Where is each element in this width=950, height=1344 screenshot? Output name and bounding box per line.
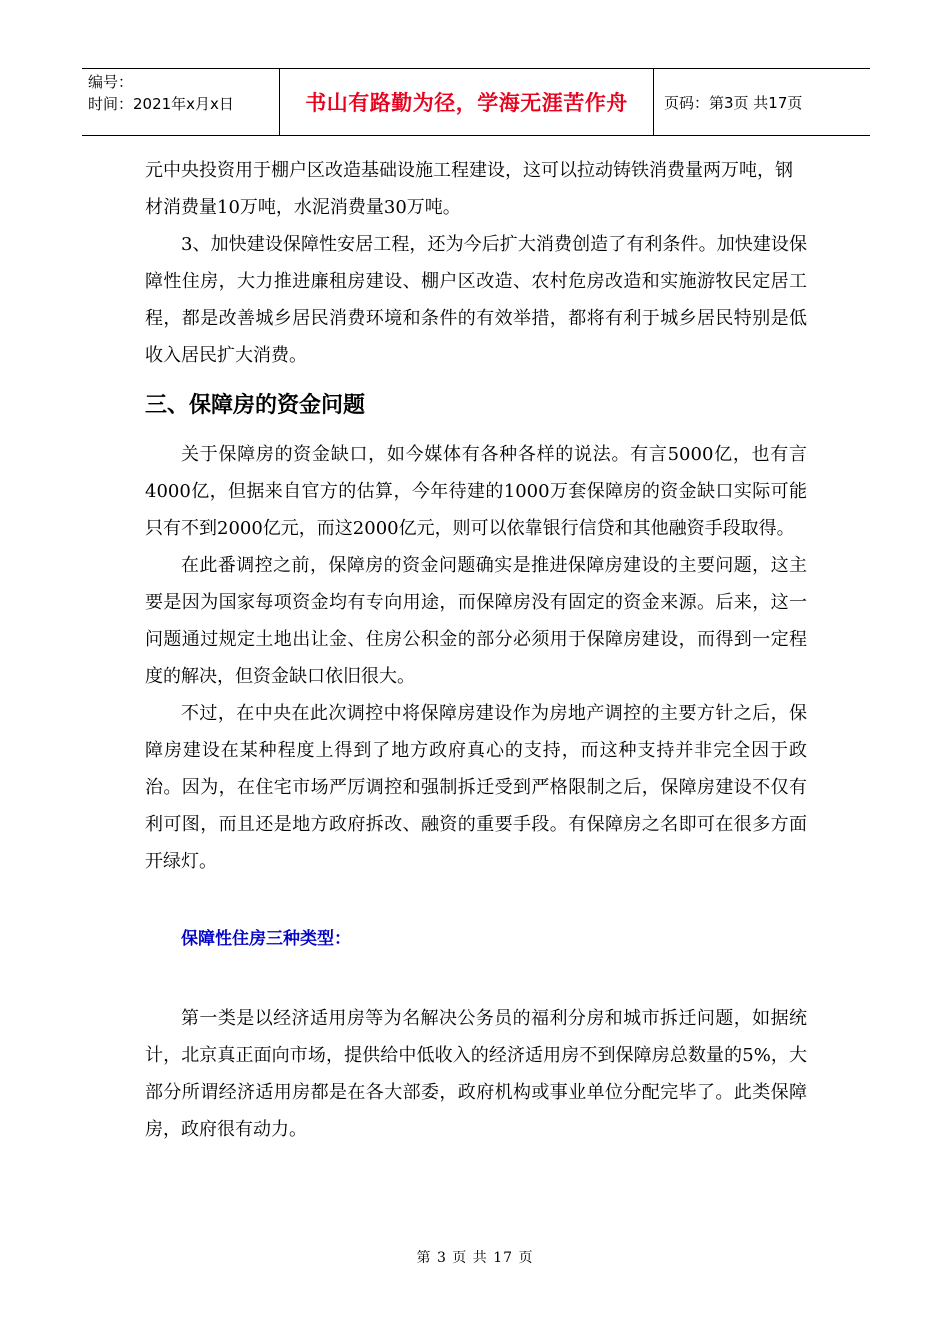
paragraph-item-3: 3、加快建设保障性安居工程，还为今后扩大消费创造了有利条件。加快建设保障性住房，大力推进廉租房建设、棚户区改造、农村危房改造和实施游牧民定居工程，都是改善城乡居民消费环境和条件的有效举措，都将有利于城乡居民特别是低收入居民扩大消费。 (145, 234, 807, 366)
number-label: 编号： (88, 73, 134, 91)
time-label: 时间：2021年x月x日 (88, 95, 234, 113)
subheading-housing-types: 保障性住房三种类型： (181, 929, 351, 949)
header-page-info: 页码：第3页 共17页 (664, 93, 803, 112)
document-body (145, 152, 807, 1148)
paragraph-local-government: 不过，在中央在此次调控中将保障房建设作为房地产调控的主要方针之后，保障房建设在某种程度上得到了地方政府真心的支持，而这种支持并非完全因于政治。因为，在住宅市场严厉调控和强制拆迁受到严格限制之后，保障房建设不仅有利可图，而且还是地方政府拆改、融资的重要手段。有保障房之名即可在很多方面开绿灯。 (145, 703, 807, 872)
paragraph-before-regulation: 在此番调控之前，保障房的资金问题确实是推进保障房建设的主要问题，这主要是因为国家每项资金均有专向用途，而保障房没有固定的资金来源。后来，这一问题通过规定土地出让金、住房公积金的部分必须用于保障房建设，而得到一定程度的解决，但资金缺口依旧很大。 (145, 555, 807, 687)
header-motto: 书山有路勤为径，学海无涯苦作舟 (280, 69, 654, 135)
paragraph-continued: 元中央投资用于棚户区改造基础设施工程建设，这可以拉动铸铁消费量两万吨，钢材消费量10万吨，水泥消费量30万吨。 (145, 160, 793, 218)
paragraph-funding-gap: 关于保障房的资金缺口，如今媒体有各种各样的说法。有言5000亿，也有言4000亿，但据来自官方的估算，今年待建的1000万套保障房的资金缺口实际可能只有不到2000亿元，而这2000亿元，则可以依靠银行信贷和其他融资手段取得。 (145, 444, 807, 539)
paragraph-type-one: 第一类是以经济适用房等为名解决公务员的福利分房和城市拆迁问题，如据统计，北京真正面向市场，提供给中低收入的经济适用房不到保障房总数量的5%，大部分所谓经济适用房都是在各大部委，政府机构或事业单位分配完毕了。此类保障房，政府很有动力。 (145, 1008, 807, 1140)
header-meta (82, 69, 280, 135)
section-title: 三、保障房的资金问题 (145, 393, 366, 418)
header-table (82, 68, 870, 136)
page-footer: 第 3 页 共 17 页 (416, 1250, 534, 1266)
